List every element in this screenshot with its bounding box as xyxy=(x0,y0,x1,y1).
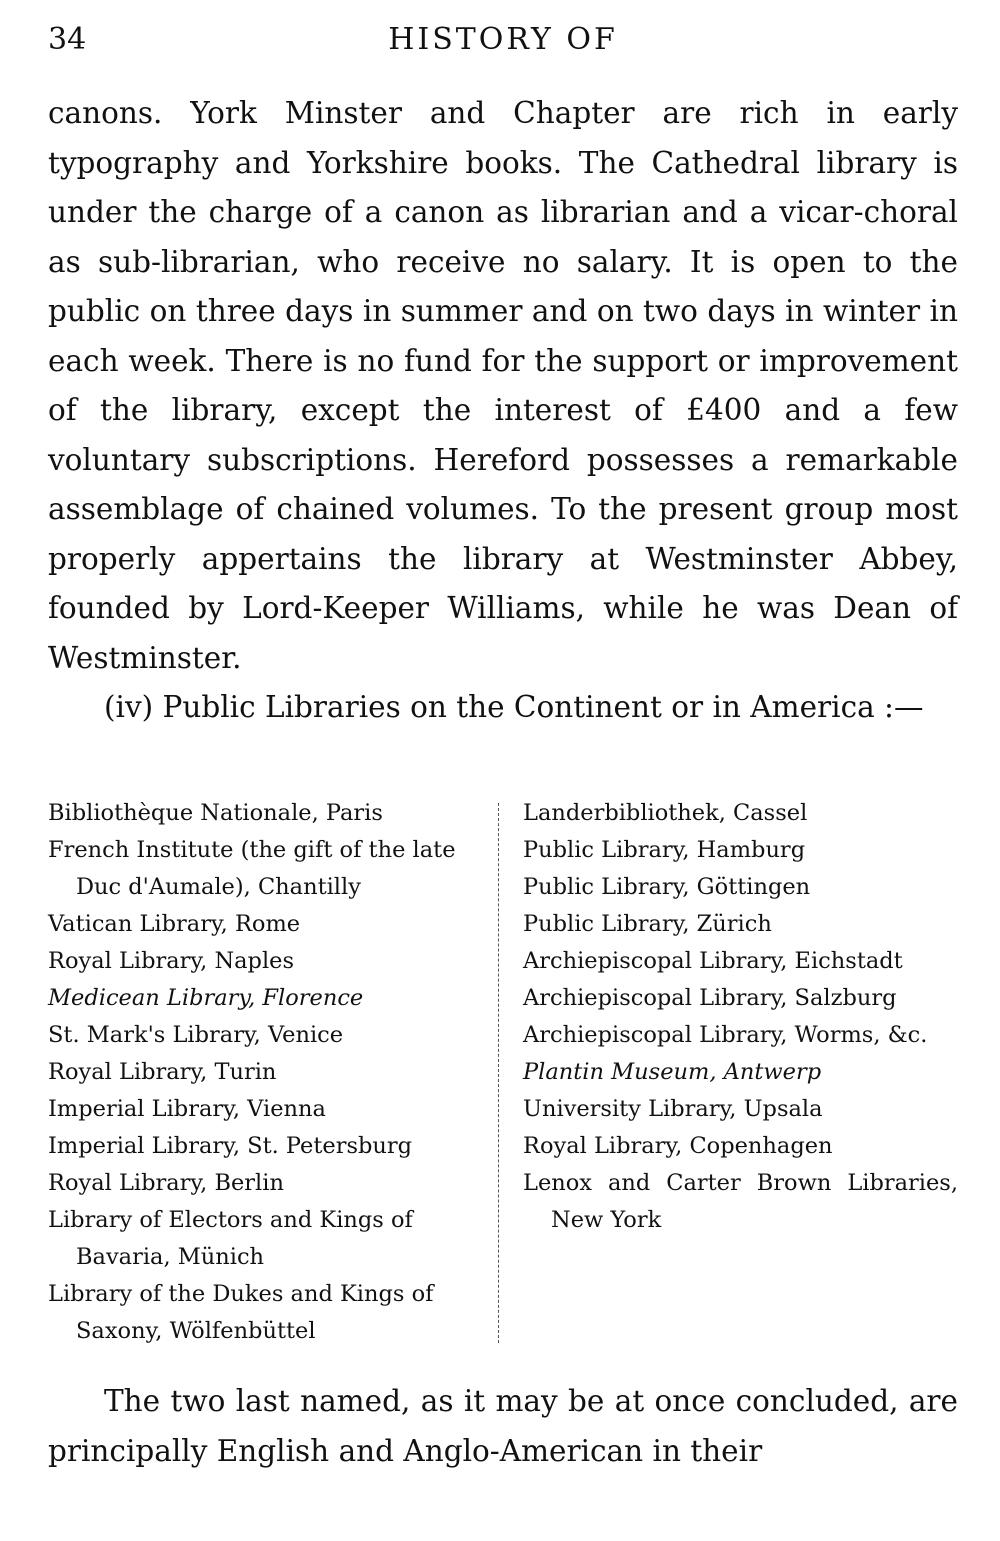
list-item: Library of Electors and Kings of Bavaria, Münich xyxy=(48,1207,413,1270)
list-item: Public Library, Zürich xyxy=(523,911,772,937)
list-item: Royal Library, Naples xyxy=(48,948,295,974)
list-item: St. Mark's Library, Venice xyxy=(48,1022,344,1048)
column-divider xyxy=(498,803,499,1343)
library-list-left xyxy=(48,795,488,1350)
list-item: Landerbibliothek, Cassel xyxy=(523,800,808,826)
list-item: Archiepiscopal Library, Worms, &c. xyxy=(523,1022,928,1048)
list-item: Imperial Library, St. Petersburg xyxy=(48,1133,413,1159)
list-item: Bibliothèque Nationale, Paris xyxy=(48,800,383,826)
running-title: HISTORY OF xyxy=(388,22,618,57)
list-item: Royal Library, Berlin xyxy=(48,1170,284,1196)
paragraph-section-heading: (iv) Public Libraries on the Continent or in America :— xyxy=(104,690,924,724)
list-item: Royal Library, Turin xyxy=(48,1059,277,1085)
list-item: University Library, Upsala xyxy=(523,1096,823,1122)
page-number: 34 xyxy=(48,22,87,57)
paragraph-closing: The two last named, as it may be at once concluded, are principally English and Anglo-American in their xyxy=(48,1384,958,1468)
list-item: Public Library, Hamburg xyxy=(523,837,806,863)
list-item: French Institute (the gift of the late Duc d'Aumale), Chantilly xyxy=(48,837,456,900)
library-list-right xyxy=(523,795,958,1239)
list-item: Royal Library, Copenhagen xyxy=(523,1133,833,1159)
list-item: Vatican Library, Rome xyxy=(48,911,301,937)
list-item: Archiepiscopal Library, Eichstadt xyxy=(523,948,903,974)
list-item: Archiepiscopal Library, Salzburg xyxy=(523,985,897,1011)
page-header xyxy=(48,22,958,72)
list-item: Plantin Museum, Antwerp xyxy=(523,1059,822,1085)
list-item: Library of the Dukes and Kings of Saxony, Wölfenbüttel xyxy=(48,1281,434,1344)
list-item: Public Library, Göttingen xyxy=(523,874,811,900)
list-item: Lenox and Carter Brown Libraries, New York xyxy=(523,1170,958,1233)
list-item: Medicean Library, Florence xyxy=(48,985,364,1011)
library-lists xyxy=(48,795,958,1355)
paragraph-cathedral-libraries: canons. York Minster and Chapter are rich in early typography and Yorkshire books. The Cathedral library is under the charge of a canon as librarian and a vicar-choral as sub-librarian, who receive no salary. It is open to the public on three days in summer and on two days in winter in each week. There is no fund for the support or improvement of the library, except the interest of £400 and a few voluntary subscriptions. Hereford possesses a remarkable assemblage of chained volumes. To the present group most properly appertains the library at Westminster Abbey, founded by Lord-Keeper Williams, while he was Dean of Westminster. xyxy=(48,96,958,675)
list-item: Imperial Library, Vienna xyxy=(48,1096,326,1122)
